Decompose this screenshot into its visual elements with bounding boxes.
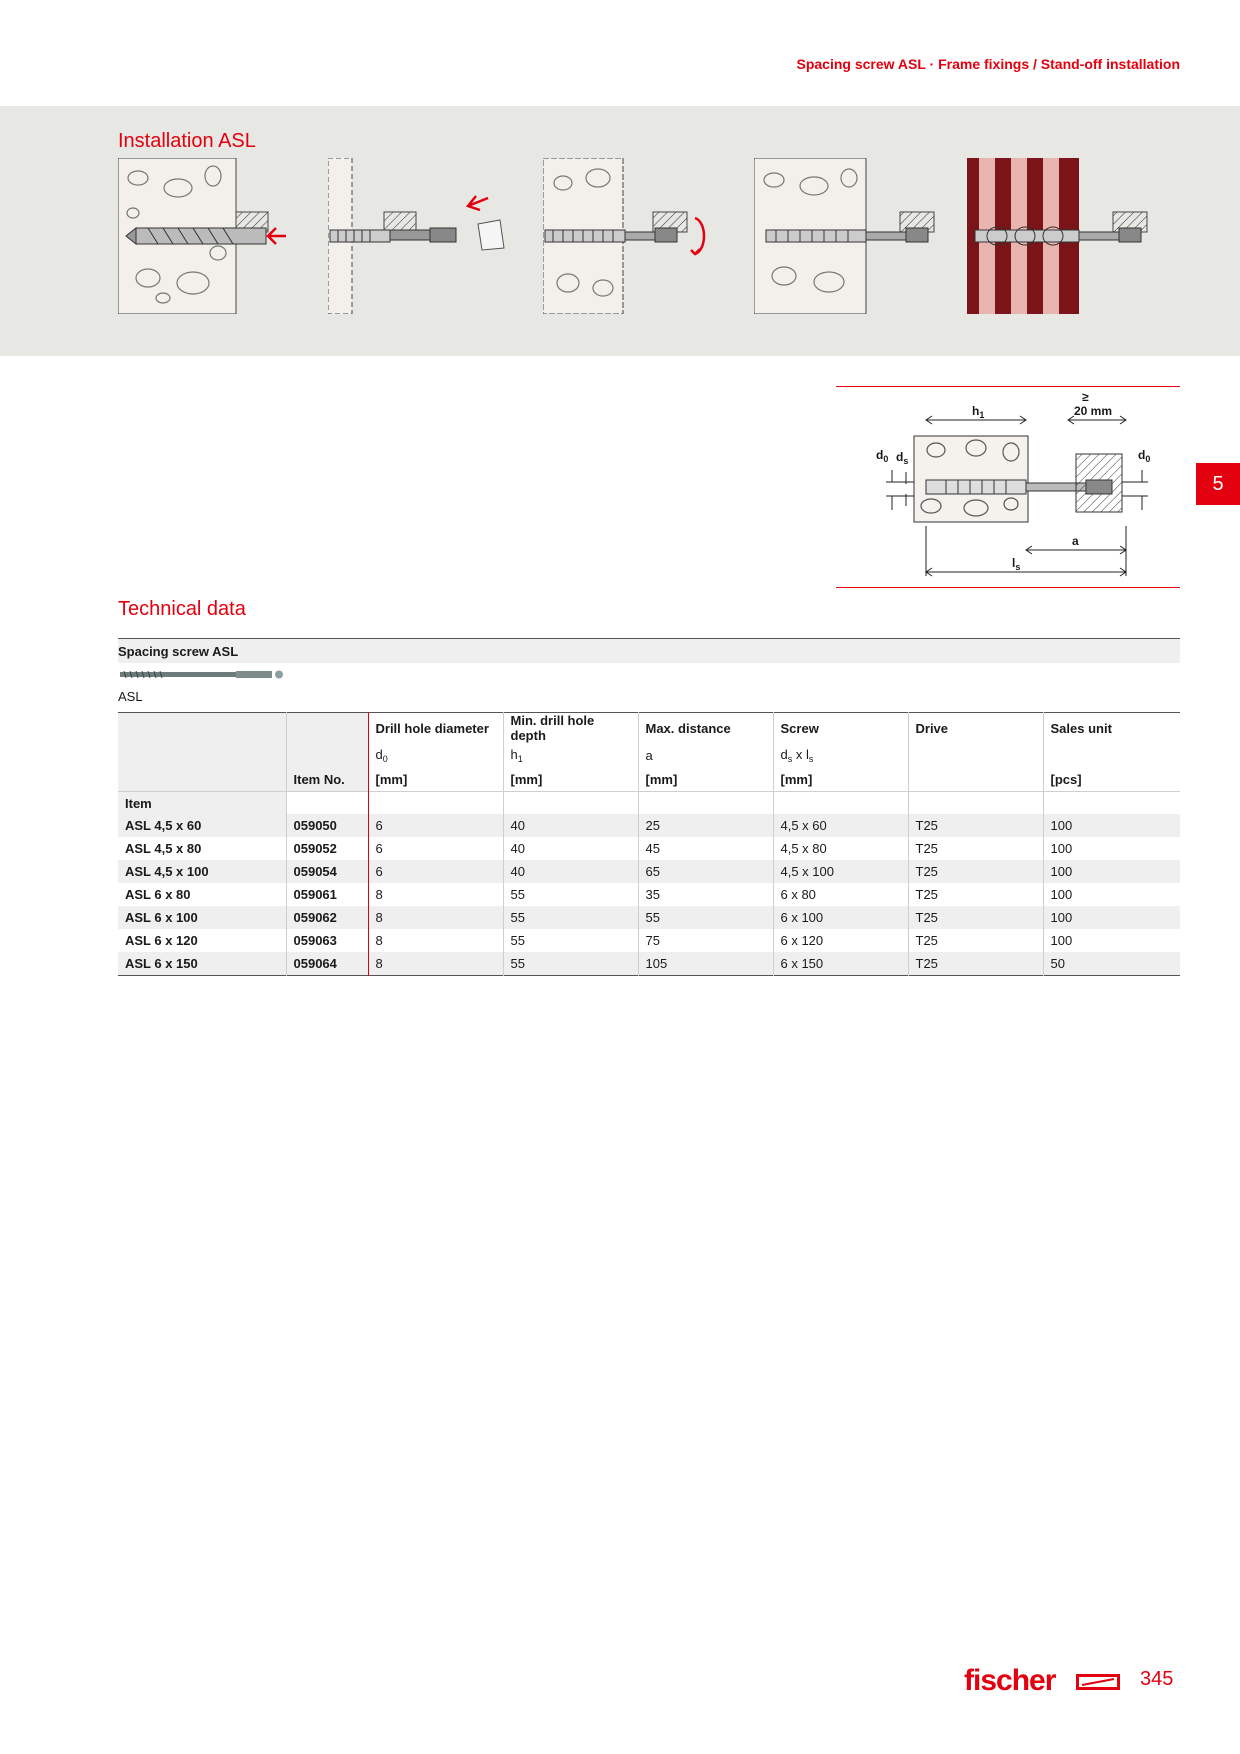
header-cell [773,792,908,815]
table-cell: 059052 [286,837,368,860]
header-cell: Screw [773,713,908,744]
table-cell: 45 [638,837,773,860]
table-cell: 100 [1043,814,1180,837]
table-cell: ASL 4,5 x 100 [118,860,286,883]
dimension-bottom-rule [836,587,1180,588]
table-cell: 4,5 x 100 [773,860,908,883]
table-cell: 6 x 80 [773,883,908,906]
dimension-drawing [836,386,1180,588]
symbol-sub: 1 [517,753,523,764]
symbol-sub: 0 [382,753,388,764]
table-cell: 100 [1043,883,1180,906]
table-cell: ASL 4,5 x 60 [118,814,286,837]
dim-d0-left-main: d [876,448,884,462]
header-cell: Drill hole diameter [368,713,503,744]
dim-a-label: a [1072,534,1079,548]
table-cell: 8 [368,952,503,976]
dim-h1-sub: 1 [979,410,985,420]
header-cell [286,743,368,767]
header-cell [118,767,286,792]
step-drill-illustration [118,158,308,314]
product-code: ASL [118,689,143,704]
symbol-main: h [510,746,518,762]
header-cell: [mm] [503,767,638,792]
header-cell: Max. distance [638,713,773,744]
header-cell: Drive [908,713,1043,744]
step-hollow-brick-illustration [967,158,1167,314]
table-cell: 6 x 150 [773,952,908,976]
product-name: Spacing screw ASL [118,644,239,659]
table-header-row-units [118,767,1180,792]
dimension-diagram [836,386,1180,586]
table-item-label-row [118,792,1180,815]
dim-ds-sub: s [903,456,909,466]
header-cell [118,713,286,744]
table-cell: 8 [368,883,503,906]
table-cell: 4,5 x 80 [773,837,908,860]
technical-data-title: Technical data [118,598,246,620]
table-cell: 059054 [286,860,368,883]
dim-ls-label [1012,556,1020,572]
header-cell [908,743,1043,767]
table-cell: 8 [368,929,503,952]
table-cell: 65 [638,860,773,883]
table-cell: ASL 6 x 120 [125,933,198,948]
table-cell: 6 [368,860,503,883]
running-title: Spacing screw ASL · Frame fixings / Stand-off installation [796,56,1180,72]
symbol-sub2: s [808,753,814,764]
table-row [118,860,1180,883]
header-cell [286,792,368,815]
section-tab: 5 [1196,463,1240,505]
table-body [118,814,1180,976]
table-cell: T25 [908,952,1043,976]
header-cell [908,792,1043,815]
header-cell: [mm] [638,767,773,792]
dim-ds-main: d [896,450,904,464]
header-cell [368,743,503,767]
header-cell [773,743,908,767]
page-number: 345 [1140,1668,1174,1690]
table-cell: ASL 6 x 80 [125,887,191,902]
table-cell: 40 [503,860,638,883]
table-cell: 55 [503,906,638,929]
table-cell: 6 x 100 [773,906,908,929]
table-cell: T25 [908,883,1043,906]
symbol-sub: s [787,753,793,764]
table-row [118,929,1180,952]
header-cell: Sales unit [1043,713,1180,744]
header-cell: [pcs] [1043,767,1180,792]
header-cell [503,743,638,767]
table-cell: 40 [503,837,638,860]
table-row [118,952,1180,976]
technical-data-table [118,712,1180,976]
table-row [118,883,1180,906]
header-cell [118,743,286,767]
table-cell: T25 [908,837,1043,860]
table-row [118,814,1180,837]
table-cell: T25 [908,814,1043,837]
symbol-mid: x l [792,746,809,762]
brand-logo-text: fischer [964,1664,1056,1697]
table-cell: 55 [638,906,773,929]
table-cell: 100 [1043,837,1180,860]
dim-20mm-label: 20 mm [1074,404,1113,418]
dim-h1-label [972,404,984,420]
header-cell [286,713,368,744]
symbol-main: d [375,746,383,762]
table-cell: 059050 [286,814,368,837]
table-cell: T25 [908,929,1043,952]
dim-ls-sub: s [1015,562,1021,572]
table-cell: 100 [1043,860,1180,883]
header-cell [908,767,1043,792]
symbol-main: d [780,746,788,762]
table-cell: 8 [368,906,503,929]
brand-logo-mark [1076,1672,1120,1692]
table-cell: T25 [908,906,1043,929]
product-screw-image [118,668,288,682]
table-cell: 059062 [286,906,368,929]
table-cell: 6 x 120 [773,929,908,952]
table-cell: 50 [1043,952,1180,976]
dim-d0-right-label [1138,448,1150,464]
header-cell [1043,743,1180,767]
table-cell: 55 [503,952,638,976]
dim-ge-label: ≥ [1082,390,1089,404]
header-cell: [mm] [773,767,908,792]
table-cell: 35 [638,883,773,906]
table-cell: 6 [368,814,503,837]
table-cell: T25 [908,860,1043,883]
symbol-main: a [645,747,653,763]
table-cell: 100 [1043,906,1180,929]
step-rotate-illustration [543,158,733,314]
table-cell: 55 [503,883,638,906]
table-header-row-symbols [118,743,1180,767]
header-cell [503,792,638,815]
table-cell: 4,5 x 60 [773,814,908,837]
installation-title: Installation ASL [118,130,256,152]
table-cell: ASL 6 x 150 [118,952,286,976]
dim-d0-left-sub: 0 [883,454,889,464]
header-cell [638,792,773,815]
dim-ds-label [896,450,908,466]
step-installed-illustration [754,158,954,314]
table-cell: 059064 [286,952,368,976]
table-cell: 100 [1043,929,1180,952]
header-cell: Min. drill hole depth [503,713,638,744]
dim-d0-left-label [876,448,888,464]
header-cell [368,792,503,815]
header-cell [638,743,773,767]
table-cell: 6 [368,837,503,860]
dim-h1-main: h [972,404,980,418]
header-cell: [mm] [368,767,503,792]
table-cell: 55 [503,929,638,952]
table-row [118,837,1180,860]
table-header-row-labels [118,713,1180,744]
table-row [118,906,1180,929]
header-cell [1043,792,1180,815]
dim-d0-right-sub: 0 [1145,454,1151,464]
table-cell: 059063 [286,929,368,952]
table-cell: ASL 6 x 100 [118,906,286,929]
step-insert-illustration [328,158,528,314]
header-cell: Item No. [286,767,368,792]
table-cell: 059061 [286,883,368,906]
table-cell: 40 [503,814,638,837]
item-label: Item [118,792,286,815]
table-cell: 75 [638,929,773,952]
table-cell: 105 [638,952,773,976]
table-cell: ASL 4,5 x 80 [125,841,202,856]
dim-d0-right-main: d [1138,448,1146,462]
installation-steps [118,158,1218,314]
product-header-bar [118,638,1180,663]
dim-ls-main: l [1012,556,1016,570]
table-cell: 25 [638,814,773,837]
